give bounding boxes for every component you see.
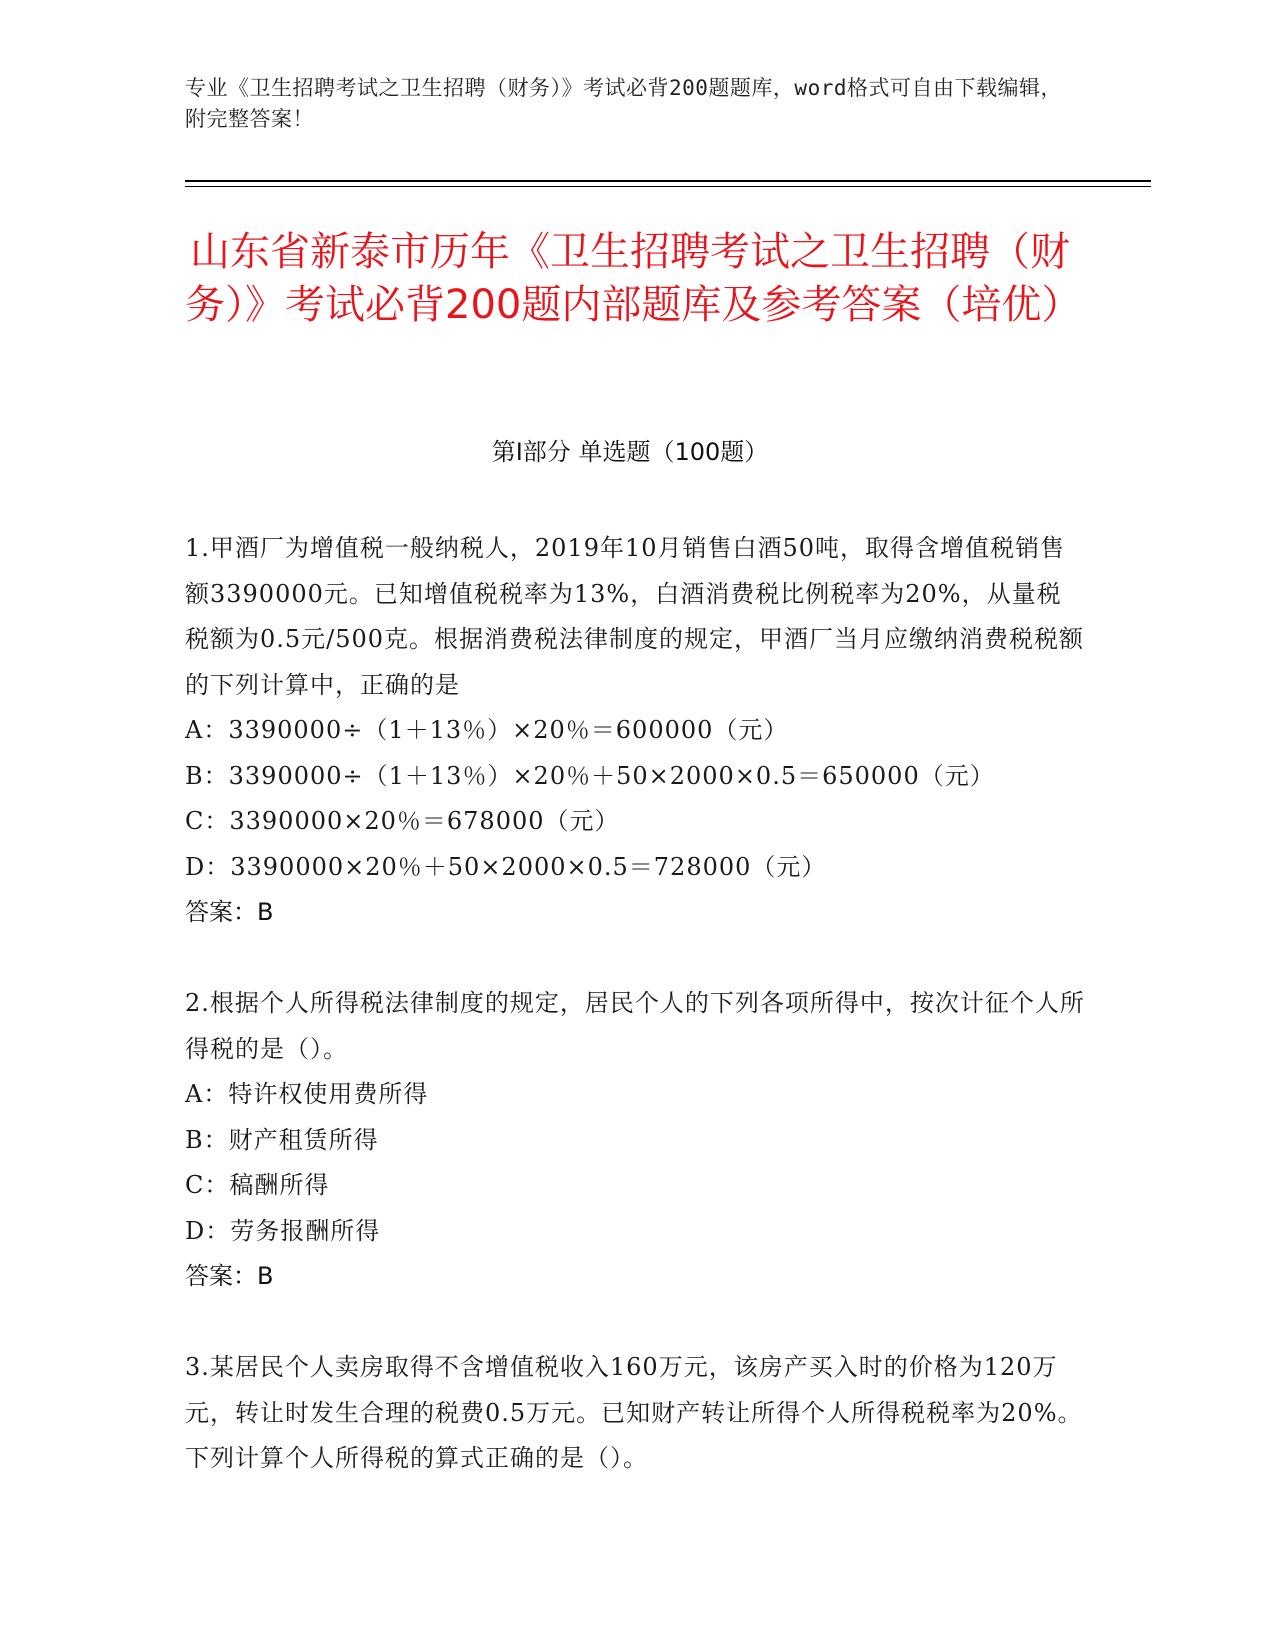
header-divider-thin <box>185 186 1151 187</box>
question-stem: 3.某居民个人卖房取得不含增值税收入160万元，该房产买入时的价格为120万元，转让时发生合理的税费0.5万元。已知财产转让所得个人所得税税率为20%。下列计算个人所得税的算式正确的是（）。 <box>185 1353 1083 1472</box>
question-stem: 2.根据个人所得税法律制度的规定，居民个人的下列各项所得中，按次计征个人所得税的是（）。 <box>185 989 1085 1063</box>
option-d: D：3390000×20％＋50×2000×0.5＝728000（元） <box>185 852 827 881</box>
section-heading: 第I部分 单选题（100题） <box>491 438 769 466</box>
option-b: B：财产租赁所得 <box>185 1125 379 1154</box>
option-a: A：3390000÷（1＋13％）×20％＝600000（元） <box>185 716 789 744</box>
header-note: 专业《卫生招聘考试之卫生招聘（财务）》考试必背200题题库，word格式可自由下载编辑，附完整答案！ <box>185 76 1062 131</box>
option-d: D：劳务报酬所得 <box>185 1216 381 1245</box>
option-c: C：3390000×20％＝678000（元） <box>185 807 620 835</box>
option-b: B：3390000÷（1＋13％）×20％＋50×2000×0.5＝650000（元） <box>185 761 995 790</box>
answer-label: 答案：B <box>185 1262 274 1290</box>
answer-label: 答案：B <box>185 898 274 926</box>
question-1 <box>185 526 1085 936</box>
question-stem: 1.甲酒厂为增值税一般纳税人，2019年10月销售白酒50吨，取得含增值税销售额3390000元。已知增值税税率为13%，白酒消费税比例税率为20%，从量税税额为0.5元/500克。根据消费税法律制度的规定，甲酒厂当月应缴纳消费税税额的下列计算中，正确的是 <box>185 534 1085 699</box>
question-3 <box>185 1345 1085 1482</box>
document-title: 山东省新泰市历年《卫生招聘考试之卫生招聘（财务）》考试必背200题内部题库及参考答案（培优） <box>185 229 1082 328</box>
option-c: C：稿酬所得 <box>185 1171 330 1199</box>
question-2 <box>185 981 1085 1300</box>
option-a: A：特许权使用费所得 <box>185 1080 429 1108</box>
header-divider-thick <box>185 180 1151 182</box>
